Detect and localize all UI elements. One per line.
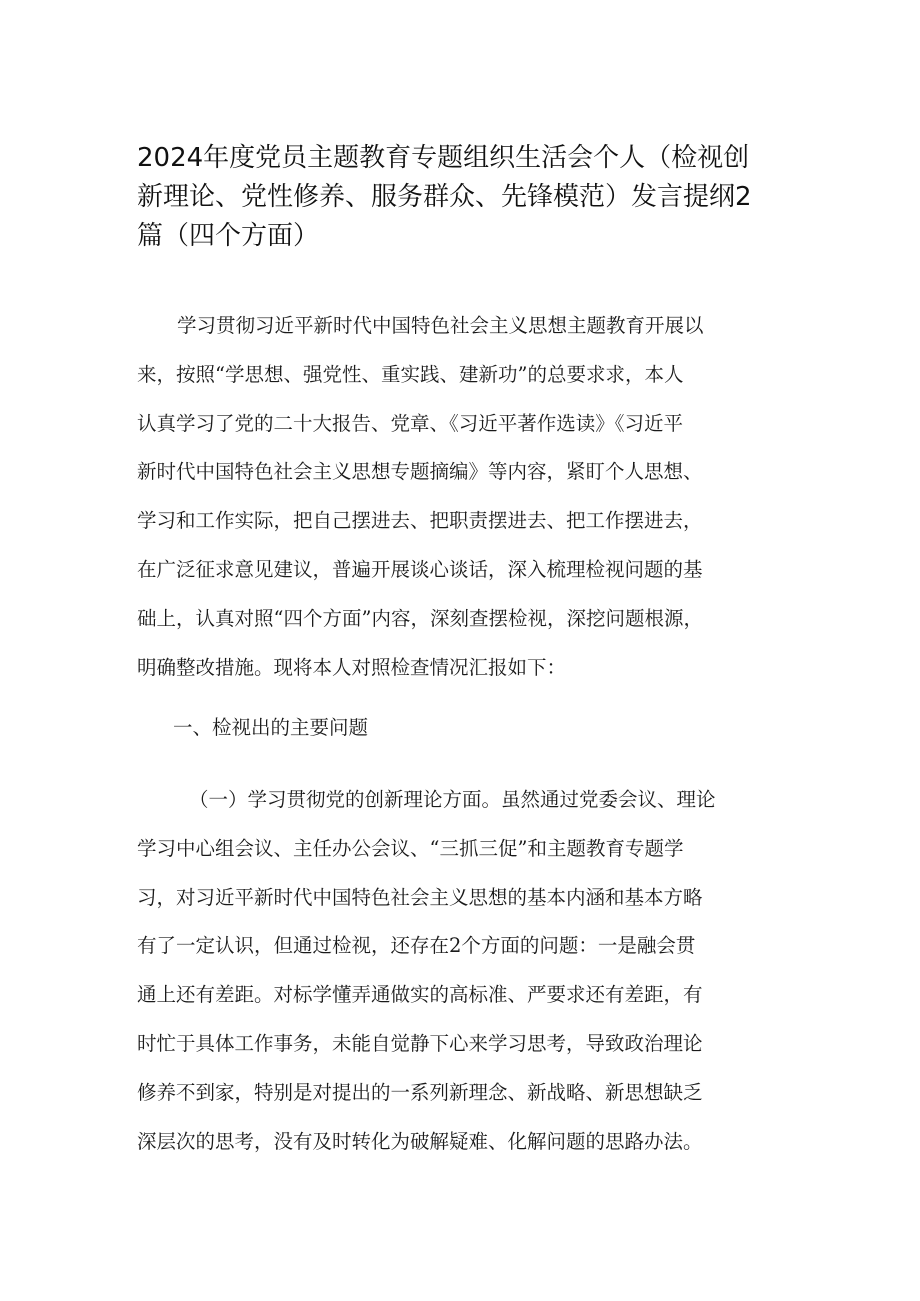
paragraph-line: 修养不到家，特别是对提出的一系列新理念、新战略、新思想缺乏 [137, 1080, 703, 1104]
paragraph-line: （一）学习贯彻党的创新理论方面。虽然通过党委会议、理论 [189, 788, 716, 811]
paragraph-line: 有了一定认识，但通过检视，还存在2个方面的问题：一是融会贯 [137, 934, 696, 958]
paragraph-line: 认真学习了党的二十大报告、党章、《习近平著作选读》《习近平 [137, 411, 684, 435]
paragraph-line: 础上，认真对照“四个方面”内容，深刻查摆检视，深挖问题根源， [137, 606, 703, 630]
paragraph-line: 明确整改措施。现将本人对照检查情况汇报如下： [137, 655, 567, 679]
paragraph-line: 通上还有差距。对标学懂弄通做实的高标准、严要求还有差距，有 [137, 983, 703, 1007]
paragraph-line: 习，对习近平新时代中国特色社会主义思想的基本内涵和基本方略 [137, 885, 703, 909]
paragraph-line: 学习中心组会议、主任办公会议、“三抓三促”和主题教育专题学 [137, 836, 684, 860]
paragraph-line: 新时代中国特色社会主义思想专题摘编》等内容，紧盯个人思想、 [137, 460, 703, 484]
title-line: 篇（四个方面） [137, 221, 320, 251]
paragraph-line: 深层次的思考，没有及时转化为破解疑难、化解问题的思路办法。 [137, 1129, 703, 1153]
heading-text: 一、检视出的主要问题 [173, 716, 369, 739]
paragraph-line: 学习贯彻习近平新时代中国特色社会主义思想主题教育开展以 [177, 314, 704, 337]
section-heading [137, 704, 787, 753]
paragraph-line: 时忙于具体工作事务，未能自觉静下心来学习思考，导致政治理论 [137, 1031, 703, 1055]
section-paragraph [137, 776, 787, 1166]
title-line: 新理论、党性修养、服务群众、先锋模范）发言提纲2 [137, 182, 752, 212]
paragraph-line: 在广泛征求意见建议，普遍开展谈心谈话，深入梳理检视问题的基 [137, 557, 703, 581]
intro-paragraph [137, 302, 787, 692]
title-line: 2024年度党员主题教育专题组织生活会个人（检视创 [137, 143, 750, 173]
paragraph-line: 学习和工作实际，把自己摆进去、把职责摆进去、把工作摆进去， [137, 509, 703, 533]
paragraph-line: 来，按照“学思想、强党性、重实践、建新功”的总要求求，本人 [137, 362, 684, 386]
document-title [137, 139, 787, 256]
